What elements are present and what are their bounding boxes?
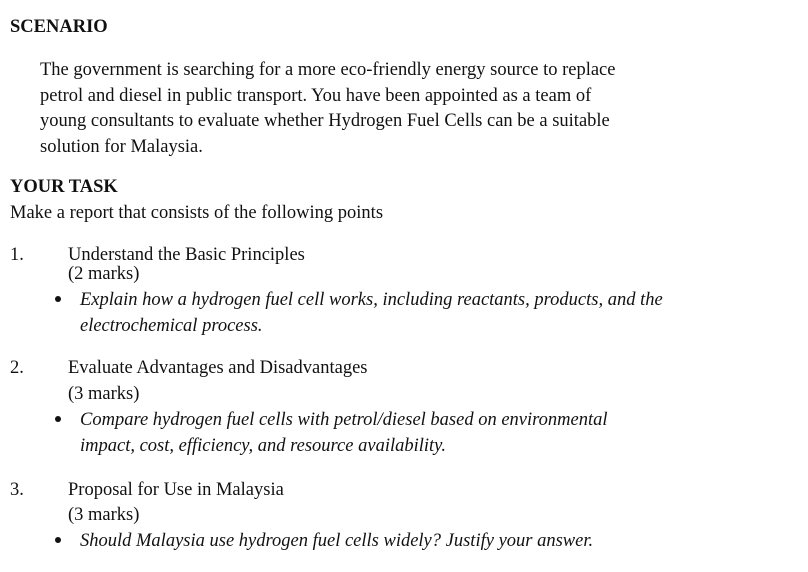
item-number: 3.	[10, 480, 24, 500]
item-marks: (2 marks)	[68, 264, 140, 284]
scenario-line: young consultants to evaluate whether Hydrogen Fuel Cells can be a suitable	[40, 111, 610, 131]
task-intro: Make a report that consists of the following points	[10, 203, 384, 223]
item-bullet-line: Explain how a hydrogen fuel cell works, including reactants, products, and the	[80, 290, 663, 310]
item-bullet-line: impact, cost, efficiency, and resource availability.	[80, 436, 446, 456]
scenario-line: solution for Malaysia.	[40, 137, 203, 157]
task-heading: YOUR TASK	[10, 177, 118, 197]
scenario-heading: SCENARIO	[10, 17, 108, 37]
bullet-icon	[55, 296, 61, 302]
item-title: Understand the Basic Principles	[68, 245, 305, 265]
scenario-line: petrol and diesel in public transport. You have been appointed as a team of	[40, 86, 592, 106]
item-bullet-line: Should Malaysia use hydrogen fuel cells widely? Justify your answer.	[80, 531, 594, 551]
item-bullet-line: electrochemical process.	[80, 316, 263, 336]
bullet-icon	[55, 537, 61, 543]
item-marks: (3 marks)	[68, 505, 140, 525]
item-title: Proposal for Use in Malaysia	[68, 480, 284, 500]
scenario-line: The government is searching for a more eco-friendly energy source to replace	[40, 60, 616, 80]
item-bullet-line: Compare hydrogen fuel cells with petrol/diesel based on environmental	[80, 410, 608, 430]
item-marks: (3 marks)	[68, 384, 140, 404]
bullet-icon	[55, 416, 61, 422]
item-number: 2.	[10, 358, 24, 378]
item-number: 1.	[10, 245, 24, 265]
item-title: Evaluate Advantages and Disadvantages	[68, 358, 368, 378]
